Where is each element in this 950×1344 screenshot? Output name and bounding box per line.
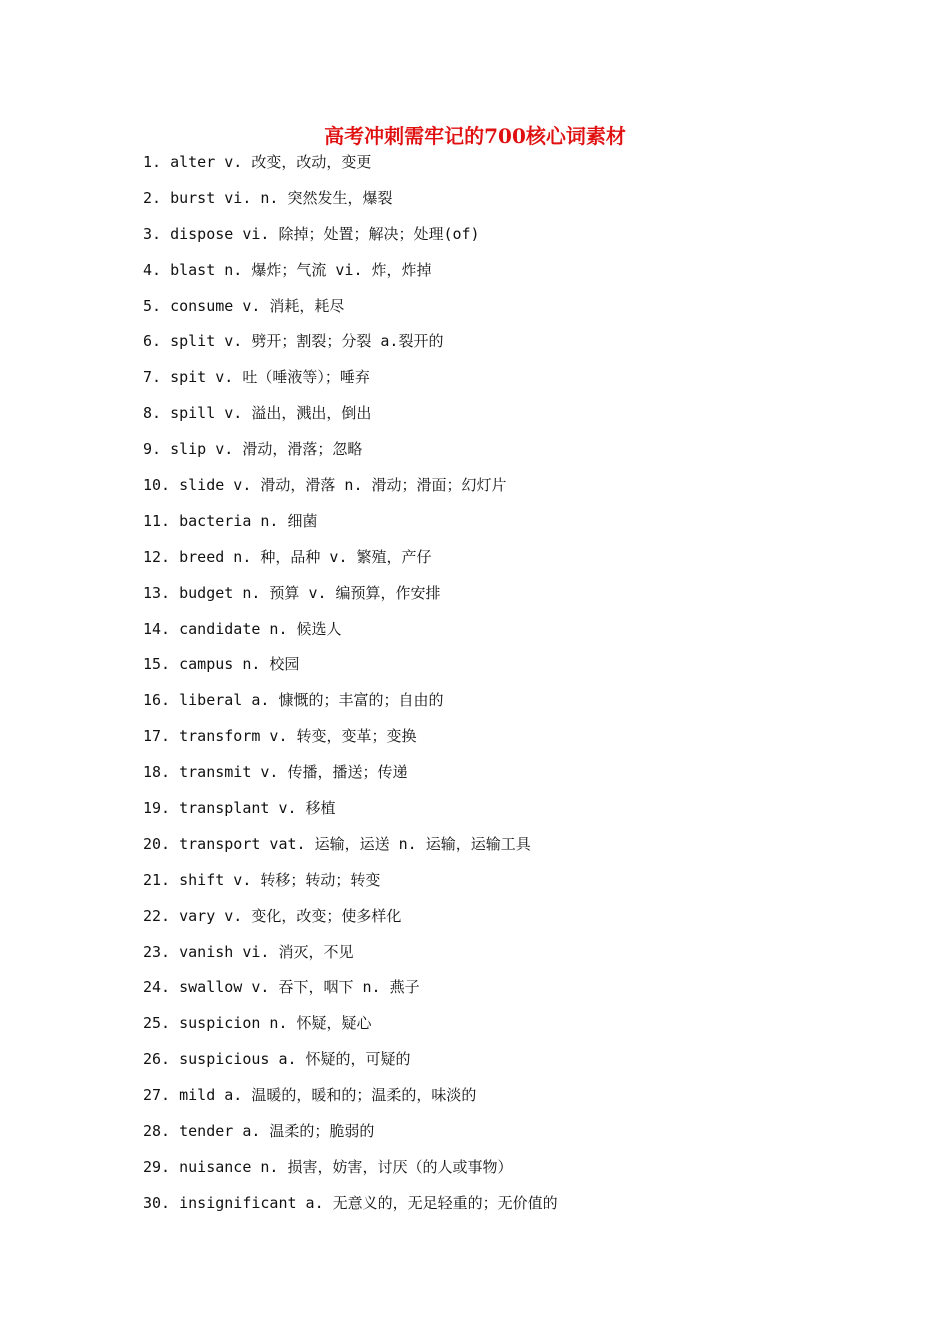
vocabulary-entry: 3. dispose vi. 除掉；处置；解决；处理(of): [143, 224, 480, 243]
vocabulary-entry: 25. suspicion n. 怀疑，疑心: [143, 1014, 372, 1033]
vocabulary-entry: 5. consume v. 消耗，耗尽: [143, 296, 345, 315]
vocabulary-entry: 18. transmit v. 传播，播送；传递: [143, 763, 408, 782]
vocabulary-entry: 29. nuisance n. 损害，妨害，讨厌（的人或事物）: [143, 1157, 513, 1176]
vocabulary-entry: 19. transplant v. 移植: [143, 799, 336, 818]
vocabulary-entry: 7. spit v. 吐（唾液等）；唾弃: [143, 368, 370, 387]
vocabulary-entry: 2. burst vi. n. 突然发生，爆裂: [143, 188, 393, 207]
vocabulary-entry: 14. candidate n. 候选人: [143, 619, 342, 638]
vocabulary-entry: 1. alter v. 改变，改动，变更: [143, 153, 372, 171]
vocabulary-entry: 20. transport vat. 运输，运送 n. 运输，运输工具: [143, 834, 531, 853]
page-title: 高考冲刺需牢记的700核心词素材: [324, 124, 626, 148]
vocabulary-entry: 30. insignificant a. 无意义的，无足轻重的；无价值的: [143, 1193, 558, 1212]
vocabulary-entry: 23. vanish vi. 消灭，不见: [143, 942, 354, 961]
vocabulary-entry: 26. suspicious a. 怀疑的，可疑的: [143, 1050, 411, 1069]
vocabulary-entry: 9. slip v. 滑动，滑落；忽略: [143, 440, 363, 459]
vocabulary-entry: 22. vary v. 变化，改变；使多样化: [143, 906, 402, 925]
vocabulary-entry: 10. slide v. 滑动，滑落 n. 滑动；滑面；幻灯片: [143, 476, 507, 495]
vocabulary-entry: 24. swallow v. 吞下，咽下 n. 燕子: [143, 978, 420, 997]
vocabulary-list: [143, 148, 903, 1225]
vocabulary-entry: 17. transform v. 转变，变革；变换: [143, 727, 417, 746]
vocabulary-entry: 4. blast n. 爆炸；气流 vi. 炸，炸掉: [143, 260, 432, 279]
vocabulary-entry: 27. mild a. 温暖的，暖和的；温柔的，味淡的: [143, 1086, 477, 1105]
vocabulary-entry: 12. breed n. 种，品种 v. 繁殖，产仔: [143, 547, 432, 566]
vocabulary-entry: 13. budget n. 预算 v. 编预算，作安排: [143, 583, 441, 602]
vocabulary-entry: 6. split v. 劈开；割裂；分裂 a.裂开的: [143, 332, 444, 351]
vocabulary-entry: 11. bacteria n. 细菌: [143, 511, 318, 530]
vocabulary-entry: 8. spill v. 溢出，溅出，倒出: [143, 404, 372, 423]
vocabulary-entry: 28. tender a. 温柔的；脆弱的: [143, 1122, 375, 1141]
vocabulary-entry: 16. liberal a. 慷慨的；丰富的；自由的: [143, 691, 444, 710]
vocabulary-entry: 21. shift v. 转移；转动；转变: [143, 870, 381, 889]
vocabulary-entry: 15. campus n. 校园: [143, 655, 300, 674]
